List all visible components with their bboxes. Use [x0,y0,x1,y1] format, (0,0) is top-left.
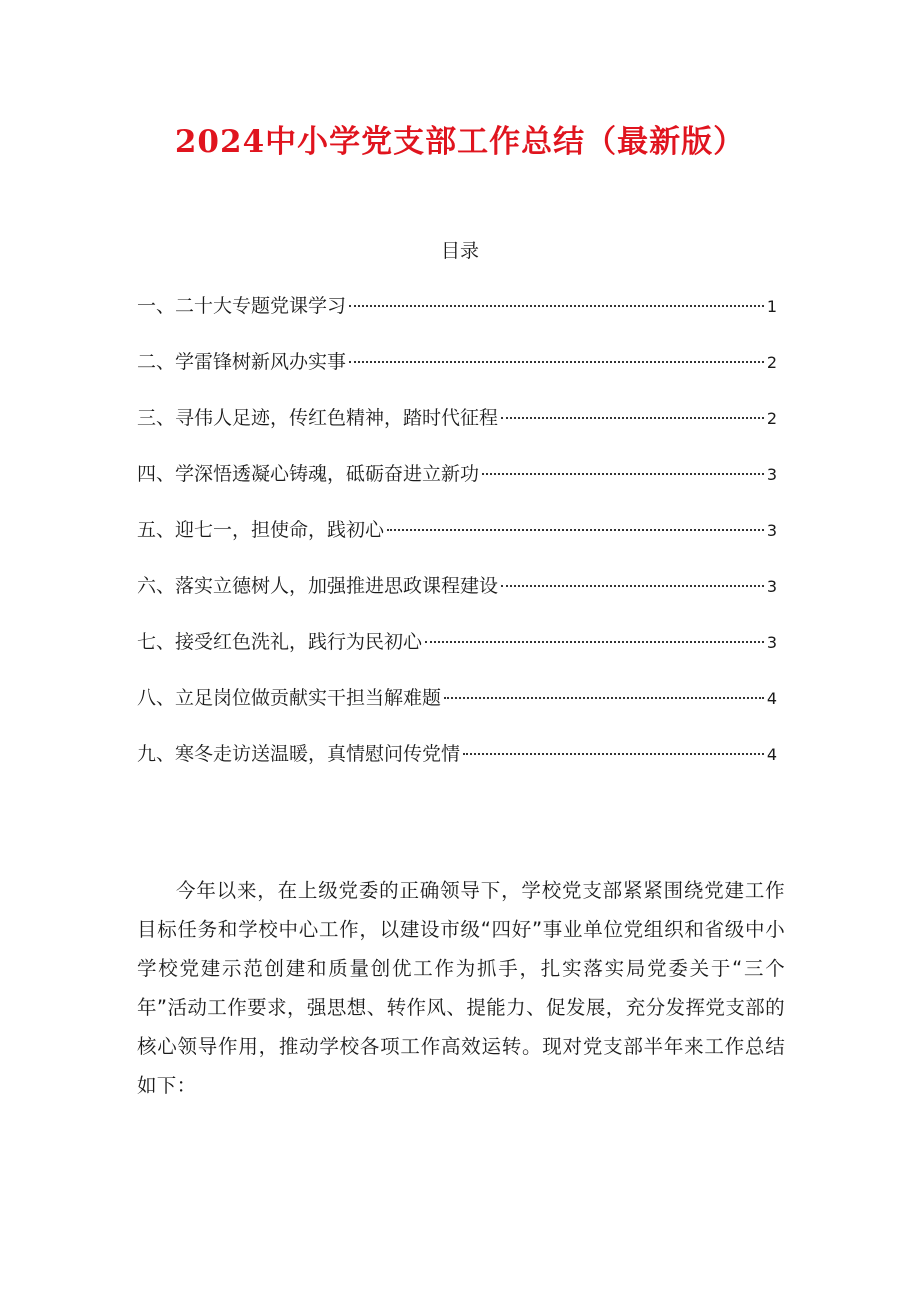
toc-entry[interactable] [137,515,777,571]
toc-entry[interactable] [137,683,777,739]
toc-dot-leader [387,529,764,531]
toc-page-number: 4 [766,689,777,708]
toc-entry[interactable] [137,571,777,627]
toc-dot-leader [482,473,764,475]
toc-dot-leader [501,417,764,419]
toc-page-number: 4 [766,745,777,764]
toc-dot-leader [463,753,764,755]
toc-entry-label: 一、二十大专题党课学习 [137,295,347,317]
intro-paragraph: 今年以来，在上级党委的正确领导下，学校党支部紧紧围绕党建工作目标任务和学校中心工作，以建设市级“四好”事业单位党组织和省级中小学校党建示范创建和质量创优工作为抓手，扎实落实局党委关于“三个年”活动工作要求，强思想、转作风、提能力、促发展，充分发挥党支部的核心领导作用，推动学校各项工作高效运转。现对党支部半年来工作总结如下： [137,879,785,1097]
toc-page-number: 1 [766,297,777,316]
toc-entry-label: 九、寒冬走访送温暖，真情慰问传党情 [137,743,461,765]
document-title: 2024中小学党支部工作总结（最新版） [174,124,746,160]
toc-dot-leader [425,641,764,643]
toc-entry-label: 三、寻伟人足迹，传红色精神，踏时代征程 [137,407,499,429]
toc-page-number: 3 [766,465,777,484]
toc-entry-label: 八、立足岗位做贡献实干担当解难题 [137,687,442,709]
toc-page-number: 2 [766,409,777,428]
toc-entry[interactable] [137,291,777,347]
toc-page-number: 3 [766,521,777,540]
toc-entry-label: 七、接受红色洗礼，践行为民初心 [137,631,423,653]
toc-entry-label: 六、落实立德树人，加强推进思政课程建设 [137,575,499,597]
toc-dot-leader [349,361,764,363]
toc-entry-label: 四、学深悟透凝心铸魂，砥砺奋进立新功 [137,463,480,485]
toc-entry[interactable] [137,347,777,403]
toc-entry-label: 五、迎七一，担使命，践初心 [137,519,385,541]
toc-heading: 目录 [440,240,479,262]
toc-page-number: 3 [766,633,777,652]
toc-dot-leader [349,305,764,307]
toc-entry-label: 二、学雷锋树新风办实事 [137,351,347,373]
toc-entry[interactable] [137,627,777,683]
toc-dot-leader [444,697,764,699]
toc-entry[interactable] [137,739,777,795]
toc-page-number: 3 [766,577,777,596]
toc-entry[interactable] [137,459,777,515]
toc-dot-leader [501,585,764,587]
table-of-contents [137,291,777,795]
toc-page-number: 2 [766,353,777,372]
toc-entry[interactable] [137,403,777,459]
